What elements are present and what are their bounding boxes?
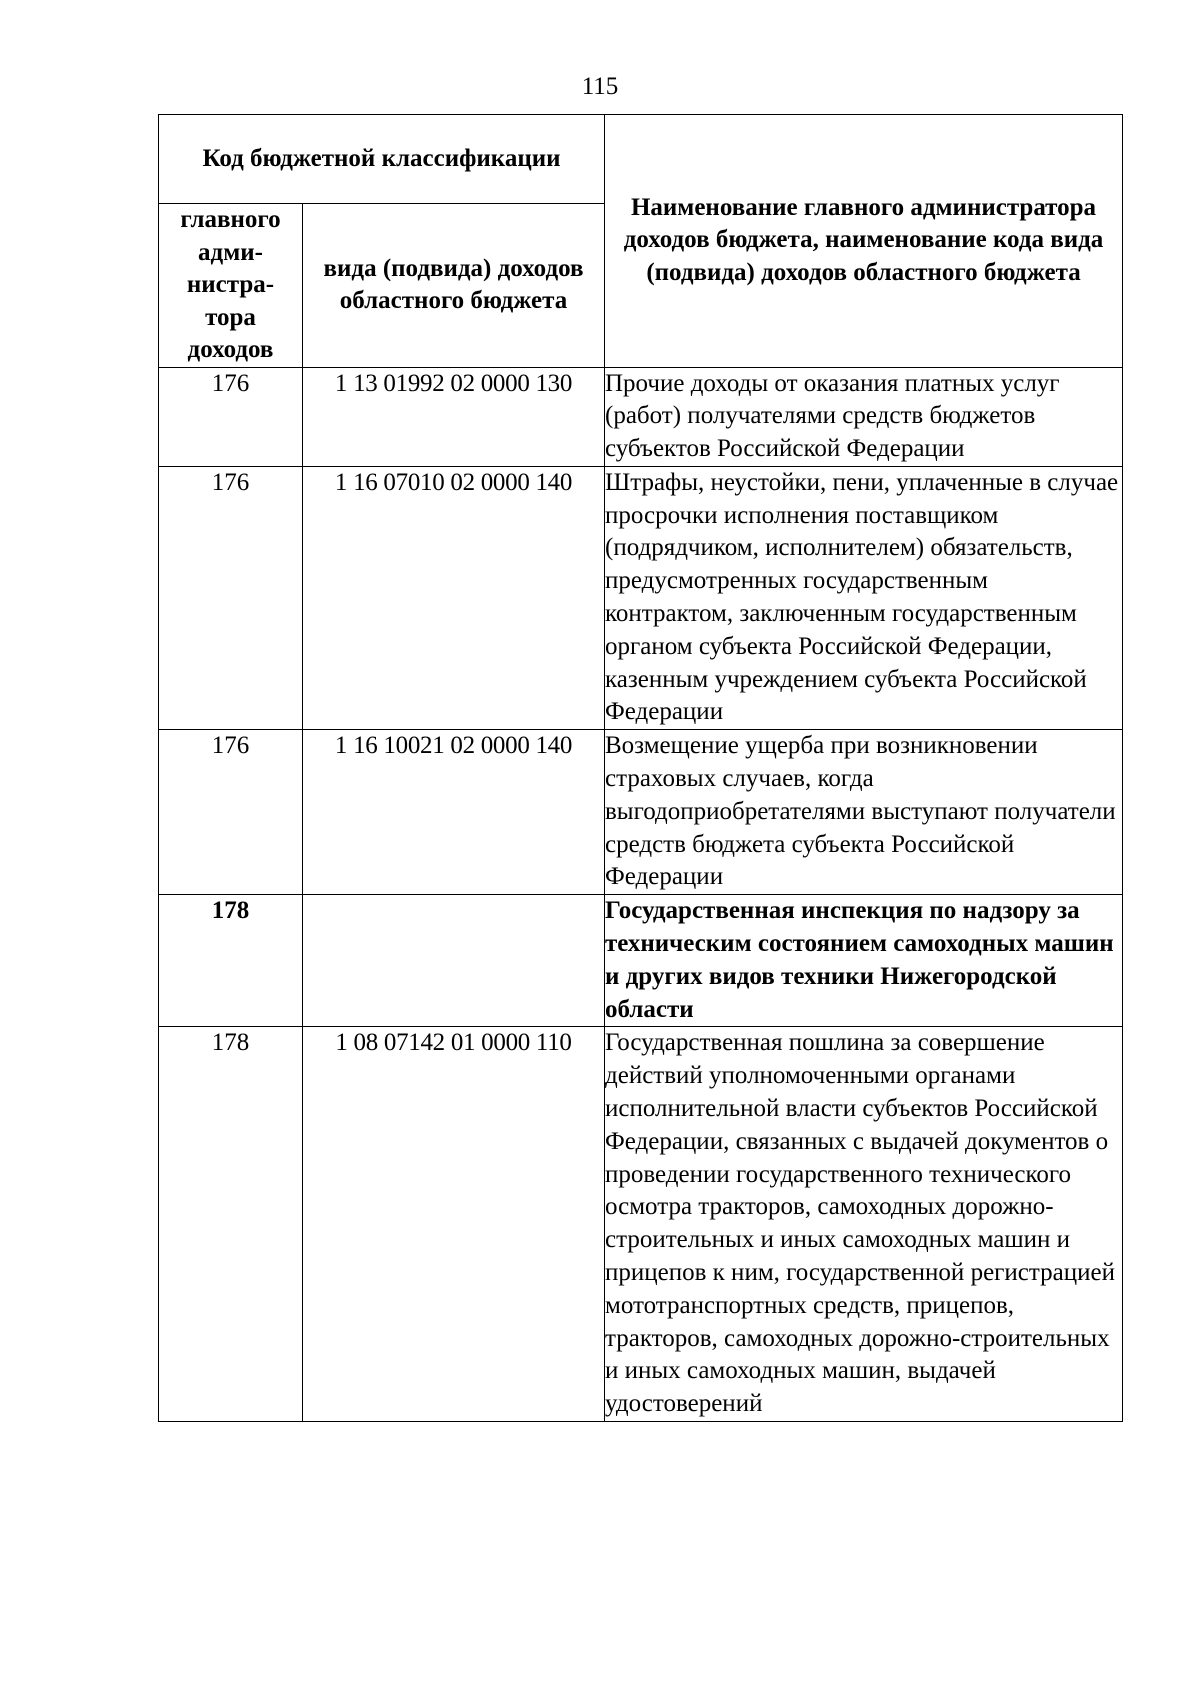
income-code-cell: 1 16 10021 02 0000 140 xyxy=(303,730,605,895)
admin-code-cell: 178 xyxy=(159,895,303,1027)
income-name-cell: Возмещение ущерба при возникновении страховых случаев, когда выгодоприобретателями выступают получатели средств бюджета субъекта Российской Федерации xyxy=(605,730,1123,895)
header-administrator-name: Наименование главного администратора доходов бюджета, наименование кода вида (подвида) доходов областного бюджета xyxy=(605,115,1123,368)
page-number: 115 xyxy=(581,73,619,100)
table-row xyxy=(159,730,1123,895)
income-code-cell: 1 13 01992 02 0000 130 xyxy=(303,367,605,466)
admin-code-cell: 178 xyxy=(159,1027,303,1422)
header-admin-line: доходов xyxy=(187,336,274,363)
header-main-administrator xyxy=(159,204,303,368)
header-admin-line: тора xyxy=(205,303,256,331)
header-budget-code-group: Код бюджетной классификации xyxy=(159,115,605,204)
header-income-kind: вида (подвида) доходов областного бюджета xyxy=(303,204,605,368)
header-admin-line: нистра- xyxy=(186,271,275,298)
income-name-cell: Прочие доходы от оказания платных услуг (работ) получателями средств бюджетов субъектов Российской Федерации xyxy=(605,367,1123,466)
income-code-cell xyxy=(303,895,605,1027)
budget-classification-table xyxy=(158,114,1123,1422)
table-row xyxy=(159,367,1123,466)
table-row xyxy=(159,466,1123,729)
income-code-cell: 1 08 07142 01 0000 110 xyxy=(303,1027,605,1422)
income-name-cell: Штрафы, неустойки, пени, уплаченные в случае просрочки исполнения поставщиком (подрядчиком, исполнителем) обязательств, предусмотренных государственным контрактом, заключенным государственным органом субъекта Российской Федерации, казенным учреждением субъекта Российской Федерации xyxy=(605,466,1123,729)
admin-code-cell: 176 xyxy=(159,730,303,895)
header-admin-line: главного xyxy=(180,206,281,233)
admin-code-cell: 176 xyxy=(159,466,303,729)
admin-code-cell: 176 xyxy=(159,367,303,466)
table-row-administrator xyxy=(159,895,1123,1027)
table-row xyxy=(159,1027,1123,1422)
income-code-cell: 1 16 07010 02 0000 140 xyxy=(303,466,605,729)
income-name-cell: Государственная пошлина за совершение действий уполномоченными органами исполнительной власти субъектов Российской Федерации, связанных с выдачей документов о проведении государственного технического осмотра тракторов, самоходных дорожно-строительных и иных самоходных машин и прицепов к ним, государственной регистрацией мототранспортных средств, прицепов, тракторов, самоходных дорожно-строительных и иных самоходных машин, выдачей удостоверений xyxy=(605,1027,1123,1422)
header-admin-line: адми- xyxy=(198,238,263,266)
administrator-name-cell: Государственная инспекция по надзору за техническим состоянием самоходных машин и других видов техники Нижегородской области xyxy=(605,895,1123,1027)
